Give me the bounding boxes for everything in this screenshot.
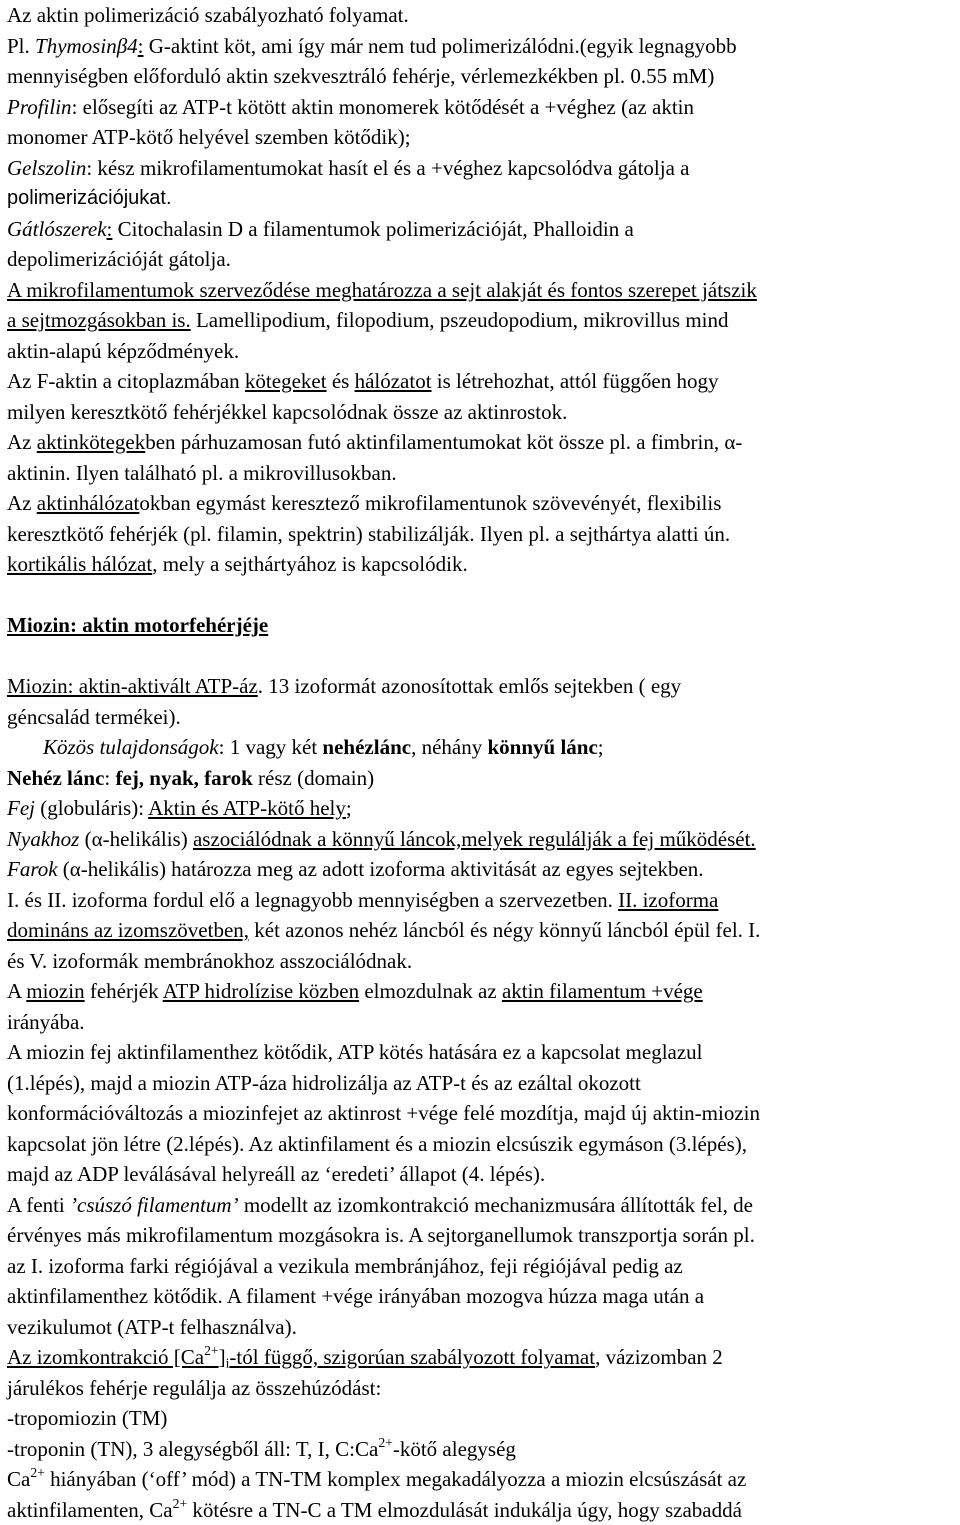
text-line (7, 671, 956, 702)
text-line (7, 885, 956, 916)
text-line (7, 31, 956, 62)
text-line (7, 519, 956, 550)
text: hálózatot (354, 369, 432, 393)
text: , néhány (411, 735, 488, 759)
text-line (7, 397, 956, 428)
text: két azonos nehéz láncból és négy könnyű láncból épül fel. I. (249, 918, 761, 942)
text: polimerizációjukat. (7, 187, 172, 209)
text-line (7, 763, 956, 794)
text-line (7, 336, 956, 367)
text: irányába. (7, 1009, 85, 1034)
text-line (7, 1342, 956, 1373)
text: mennyiségben előforduló aktin szekvesztráló fehérje, vérlemezkékben pl. 0.55 mM) (7, 64, 715, 88)
text: és V. izoformák membránokhoz asszociálódnak. (7, 948, 413, 973)
text: I. és II. izoforma fordul elő a legnagyobb mennyiségben a szervezetben. (7, 887, 619, 912)
text: aktinfilamenthez kötődik. A filament +vége irányában mozogva húzza maga után a (7, 1284, 705, 1308)
text: Farok (7, 857, 58, 881)
text-line (7, 1281, 956, 1312)
text: érvényes más mikrofilamentum mozgásokra is. A sejtorganellumok transzportja során pl. (7, 1223, 755, 1247)
text: (globuláris): (34, 796, 149, 820)
text: Az izomkontrakció [Ca (7, 1345, 205, 1369)
superscript: 2+ (172, 1495, 188, 1511)
text: aszociálódnak a könnyű láncok,melyek regulálják a fej működését. (192, 826, 756, 851)
text: majd az ADP leválásával helyreáll az ‘eredeti’ állapot (4. lépés). (7, 1162, 546, 1186)
text-line (7, 1129, 956, 1160)
text-line (7, 458, 956, 489)
text-line (7, 0, 956, 31)
text: -kötő alegység (392, 1436, 516, 1461)
text: Miozin: aktin-aktivált ATP-áz (7, 674, 258, 698)
superscript: 2+ (30, 1465, 45, 1481)
text: A mikrofilamentumok szerveződése meghatározza a sejt alakját és fontos szerepet játszik (7, 277, 757, 302)
text-line (7, 61, 956, 92)
text-line (7, 976, 956, 1007)
text-line (7, 732, 956, 763)
text: Ca (7, 1467, 31, 1491)
text-line (7, 1312, 956, 1343)
text: fej, nyak, farok (115, 765, 253, 790)
text-line (7, 305, 956, 336)
text: (α-helikális) (79, 826, 193, 851)
text-line (7, 275, 956, 306)
text-line (7, 824, 956, 855)
text: ben párhuzamosan futó aktinfilamentumokat köt össze pl. a fimbrin, α- (145, 430, 743, 454)
text-line (7, 1373, 956, 1404)
text-line (7, 366, 956, 397)
text: -tól függő, szigorúan szabályozott folyamat (229, 1345, 596, 1369)
text: járulékos fehérje regulálja az összehúzódást: (7, 1375, 382, 1400)
text: Az (7, 430, 37, 454)
text: miozin (26, 979, 85, 1003)
text: ATP hidrolízise közben (162, 979, 360, 1003)
text-line (7, 214, 956, 245)
text-line (7, 92, 956, 123)
subscript: i (225, 1355, 230, 1371)
text: A miozin fej aktinfilamenthez kötődik, ATP kötés hatására ez a kapcsolat meglazul (7, 1040, 703, 1064)
text: : 1 vagy két (218, 735, 323, 759)
text: Az F-aktin a citoplazmában (7, 369, 245, 393)
text: keresztkötő fehérjék (pl. filamin, spektrin) stabilizálják. Ilyen pl. a sejthártya alatti ún. (7, 521, 731, 546)
blank-line (7, 580, 956, 611)
text: G-aktint köt, ami így már nem tud polimerizálódni.(egyik legnagyobb (143, 33, 737, 58)
text: -troponin (TN), 3 alegységből áll: T, I, C:Ca (7, 1436, 379, 1461)
text: (1.lépés), majd a miozin ATP-áza hidrolizálja az ATP-t és az ezáltal okozott (7, 1070, 641, 1095)
text: A fenti (7, 1192, 70, 1217)
text-line (7, 1495, 956, 1525)
text-line (7, 1007, 956, 1038)
text: nehézlánc (322, 735, 412, 759)
underlined-phrase (7, 1345, 595, 1369)
text: a sejtmozgásokban is. (7, 308, 191, 332)
text: : (104, 765, 116, 790)
superscript: 2+ (378, 1434, 393, 1450)
text: : kész mikrofilamentumokat hasít el és a +véghez kapcsolódva gátolja a (86, 155, 690, 180)
text-line (7, 1190, 956, 1221)
text: hiányában (‘off’ mód) a TN-TM komplex megakadályozza a miozin elcsúszását az (44, 1467, 747, 1491)
text: . 13 izoformát azonosítottak emlős sejtekben ( egy (257, 674, 682, 698)
text: Nyakhoz (7, 826, 80, 851)
text: , vázizomban 2 (595, 1345, 723, 1369)
text-line (7, 1434, 956, 1465)
text: aktinin. Ilyen található pl. a mikrovillusokban. (7, 460, 397, 485)
text: ; (597, 735, 604, 759)
text: depolimerizációját gátolja. (7, 247, 231, 271)
section-heading: Miozin: aktin motorfehérjéje (7, 613, 269, 637)
text-line (7, 153, 956, 184)
text: kapcsolat jön létre (2.lépés). Az aktinfilament és a miozin elcsúszik egymáson (3.lépés), (7, 1131, 748, 1156)
text: Az (7, 491, 37, 515)
term-thymosin: Thymosinβ4 (35, 33, 138, 58)
text-line (7, 1251, 956, 1282)
text: : elősegíti az ATP-t kötött aktin monomerek kötődését a +véghez (az aktin (71, 94, 694, 119)
text-line (7, 1037, 956, 1068)
text: ] (218, 1345, 226, 1369)
text-line (7, 183, 956, 214)
text-line (7, 702, 956, 733)
text: Fej (7, 796, 35, 820)
text: kortikális hálózat (7, 552, 153, 576)
term-gatloszerek: Gátlószerek (7, 216, 107, 241)
text-line (7, 427, 956, 458)
text-line (7, 1098, 956, 1129)
text: : (137, 33, 144, 58)
text: aktin-alapú képződmények. (7, 338, 240, 363)
text: könnyű lánc (487, 735, 598, 759)
text: Nehéz lánc (7, 765, 105, 790)
text: ; (345, 796, 352, 820)
text-line (7, 915, 956, 946)
text: az I. izoforma farki régiójával a vezikula membránjához, feji régiójával pedig az (7, 1253, 683, 1278)
text: Közös tulajdonságok (43, 735, 219, 759)
text: modellt az izomkontrakció mechanizmusára állították fel, de (238, 1192, 753, 1217)
text: fehérjék (84, 979, 163, 1003)
text: domináns az izomszövetben, (7, 918, 250, 942)
text: Aktin és ATP-kötő hely (148, 796, 346, 820)
text-line (7, 854, 956, 885)
text-line (7, 793, 956, 824)
text-line (7, 1068, 956, 1099)
text: Lamellipodium, filopodium, pszeudopodium, mikrovillus mind (190, 308, 729, 332)
text: kötésre a TN-C a TM elmozdulását indukálja úgy, hogy szabaddá (187, 1497, 742, 1522)
text: konformációváltozás a miozinfejet az aktinrost +vége felé mozdítja, majd új aktin-miozin (7, 1101, 760, 1125)
text-line (7, 946, 956, 977)
blank-line (7, 641, 956, 672)
text: (α-helikális) határozza meg az adott izoforma aktivitását az egyes sejtekben. (57, 857, 704, 881)
text-line (7, 549, 956, 580)
text: kötegeket (244, 369, 327, 393)
text: , mely a sejthártyához is kapcsolódik. (152, 552, 468, 576)
term-csuszo-filamentum: ’csúszó filamentum’ (70, 1192, 239, 1217)
text: II. izoforma (618, 887, 719, 912)
text: is létrehozhat, attól függően hogy (431, 369, 719, 393)
text: géncsalád termékei). (7, 704, 181, 729)
text: Citochalasin D a filamentumok polimerizációját, Phalloidin a (112, 216, 634, 241)
text-line (7, 1220, 956, 1251)
text: elmozdulnak az (359, 979, 502, 1003)
term-gelszolin: Gelszolin (7, 155, 87, 180)
text: okban egymást keresztező mikrofilamentunok szövevényét, flexibilis (139, 491, 722, 515)
text: A (7, 979, 27, 1003)
text: : (106, 216, 113, 241)
text: -tropomiozin (TM) (7, 1406, 168, 1430)
text: rész (domain) (252, 765, 375, 790)
text: milyen keresztkötő fehérjékkel kapcsolódnak össze az aktinrostok. (7, 399, 568, 424)
text-line (7, 1464, 956, 1495)
text: vezikulumot (ATP-t felhasználva). (7, 1314, 297, 1339)
text: aktin filamentum +vége (501, 979, 703, 1003)
text: aktinkötegek (36, 430, 146, 454)
superscript: 2+ (204, 1343, 219, 1359)
text: aktinhálózat (36, 491, 140, 515)
text: aktinfilamenten, Ca (7, 1497, 173, 1522)
text-line (7, 1159, 956, 1190)
text: Az aktin polimerizáció szabályozható folyamat. (7, 3, 409, 27)
text: monomer ATP-kötő helyével szemben kötődik); (7, 125, 411, 149)
text-line (7, 1403, 956, 1434)
term-profilin: Profilin (7, 94, 72, 119)
text: és (326, 369, 355, 393)
text-line (7, 244, 956, 275)
text-line (7, 122, 956, 153)
text: Pl. (7, 33, 36, 58)
text-line (7, 488, 956, 519)
